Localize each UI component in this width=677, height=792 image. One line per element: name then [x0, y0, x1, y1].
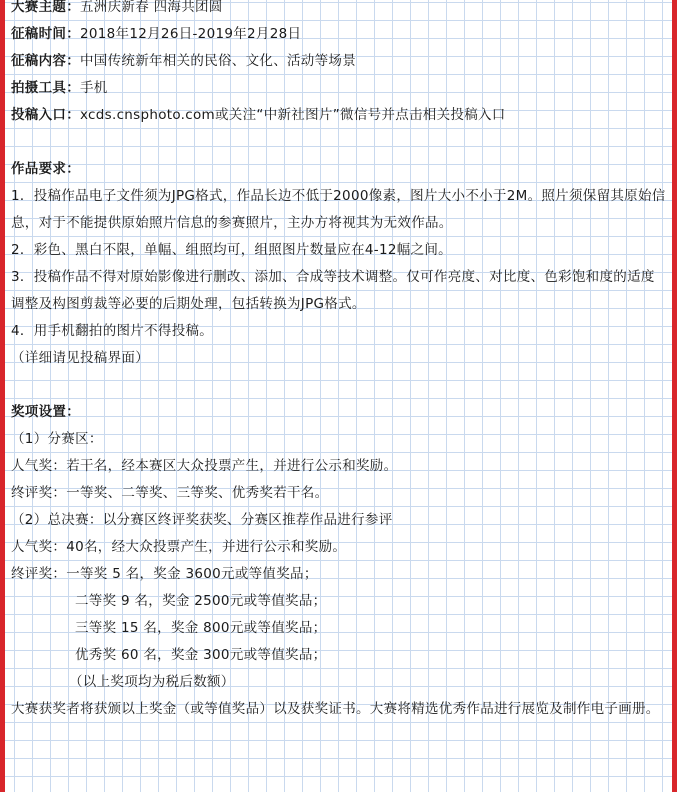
- info-tool: [11, 75, 667, 102]
- requirements-heading: 作品要求：: [11, 161, 80, 177]
- division-title: （1）分赛区：: [11, 431, 103, 447]
- left-red-border: [0, 0, 5, 792]
- requirement-item: 2．彩色、黑白不限，单幅、组照均可，组照图片数量应在4-12幅之间。: [11, 242, 452, 258]
- info-value: 2018年12月26日-2019年2月28日: [80, 26, 302, 42]
- requirement-item: 3．投稿作品不得对原始影像进行删改、添加、合成等技术调整。仅可作亮度、对比度、色彩饱和度的适度调整及构图剪裁等必要的后期处理，包括转换为JPG格式。: [11, 269, 655, 312]
- awards-heading: 奖项设置：: [11, 404, 80, 420]
- info-value: 中国传统新年相关的民俗、文化、活动等场景: [80, 53, 356, 69]
- info-label: 大赛主题：: [11, 0, 80, 15]
- info-label: 投稿入口：: [11, 107, 80, 123]
- info-value: 手机: [80, 80, 108, 96]
- closing-statement: 大赛获奖者将获颁以上奖金（或等值奖品）以及获奖证书。大赛将精选优秀作品进行展览及制作电子画册。: [11, 701, 660, 717]
- division-jury-award: 终评奖：一等奖、二等奖、三等奖、优秀奖若干名。: [11, 485, 329, 501]
- requirement-item: 1．投稿作品电子文件须为JPG格式，作品长边不低于2000像素，图片大小不小于2M。照片须保留其原始信息，对于不能提供原始照片信息的参赛照片，主办方将视其为无效作品。: [11, 188, 666, 231]
- info-value: xcds.cnsphoto.com或关注“中新社图片”微信号并点击相关投稿入口: [80, 107, 506, 123]
- info-period: [11, 21, 667, 48]
- info-label: 征稿内容：: [11, 53, 80, 69]
- requirement-item: 4．用手机翻拍的图片不得投稿。: [11, 323, 214, 339]
- info-entry: [11, 102, 667, 129]
- division-popular-award: 人气奖：若干名，经本赛区大众投票产生，并进行公示和奖励。: [11, 458, 398, 474]
- info-content: [11, 48, 667, 75]
- final-jury-tier: 三等奖 15 名，奖金 800元或等值奖品；: [75, 620, 327, 636]
- info-theme: [11, 0, 667, 21]
- tax-note: （以上奖项均为税后数额）: [69, 674, 235, 690]
- spacer: [11, 129, 667, 156]
- requirements-note: （详细请见投稿界面）: [11, 350, 149, 366]
- info-label: 拍摄工具：: [11, 80, 80, 96]
- final-title: （2）总决赛：以分赛区终评奖获奖、分赛区推荐作品进行参评: [11, 512, 393, 528]
- final-jury-first: 终评奖：一等奖 5 名，奖金 3600元或等值奖品；: [11, 566, 318, 582]
- right-red-border: [672, 0, 677, 792]
- announcement-body: [11, 0, 667, 723]
- spacer: [11, 372, 667, 399]
- final-popular-award: 人气奖：40名，经大众投票产生，并进行公示和奖励。: [11, 539, 347, 555]
- info-label: 征稿时间：: [11, 26, 80, 42]
- info-value: 五洲庆新春 四海共团圆: [80, 0, 223, 15]
- final-jury-tier: 优秀奖 60 名，奖金 300元或等值奖品；: [75, 647, 327, 663]
- final-jury-tier: 二等奖 9 名，奖金 2500元或等值奖品；: [75, 593, 327, 609]
